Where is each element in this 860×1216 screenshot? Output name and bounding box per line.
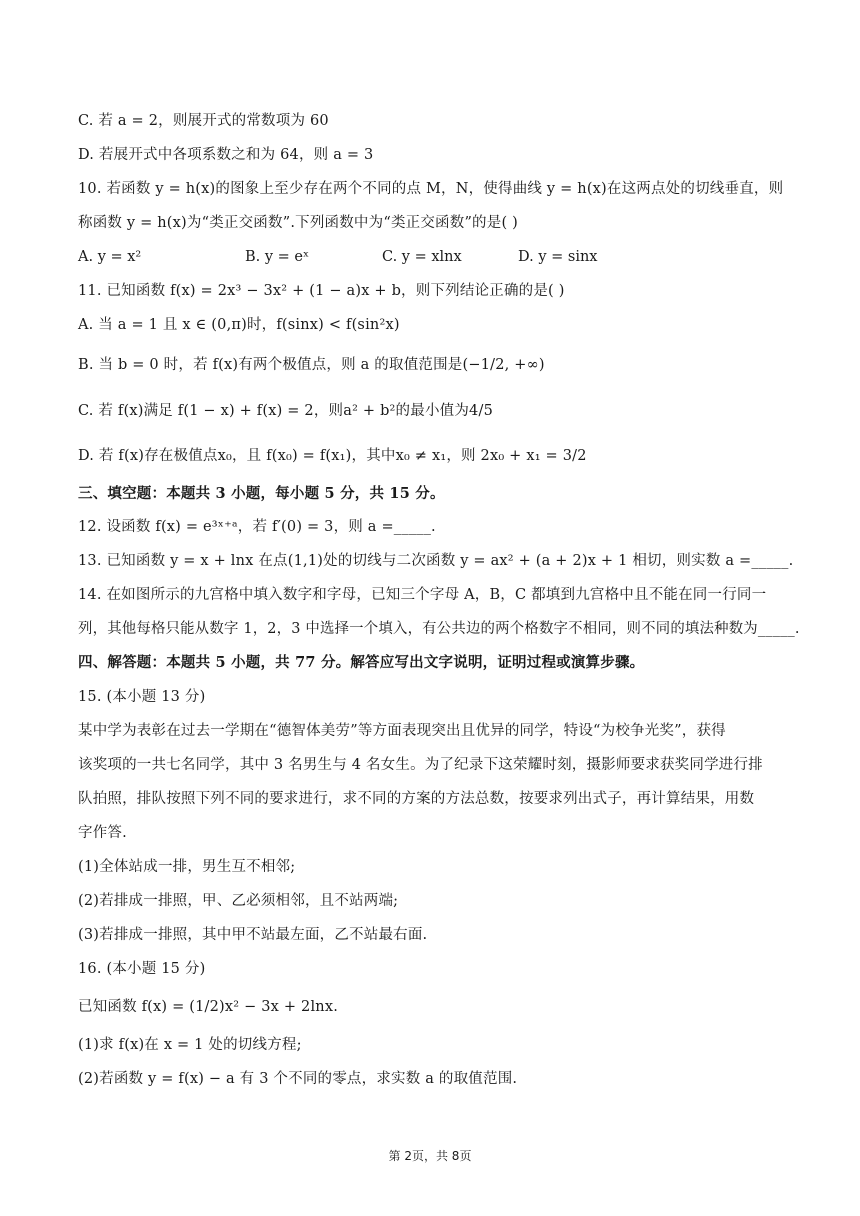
q10-option-a: A. y = x² <box>78 249 142 265</box>
q11-stem: 11. 已知函数 f(x) = 2x³ − 3x² + (1 − a)x + b，则下列结论正确的是( ) <box>78 283 565 299</box>
q10-stem-line1: 10. 若函数 y = h(x)的图象上至少存在两个不同的点 M，N，使得曲线 y = h(x)在这两点处的切线垂直，则 <box>78 181 784 197</box>
q10-option-b: B. y = eˣ <box>245 249 310 265</box>
q16-part2: (2)若函数 y = f(x) − a 有 3 个不同的零点，求实数 a 的取值范围. <box>78 1071 518 1087</box>
q16-part1: (1)求 f(x)在 x = 1 处的切线方程; <box>78 1037 302 1053</box>
q13-text: 13. 已知函数 y = x + lnx 在点(1,1)处的切线与二次函数 y = ax² + (a + 2)x + 1 相切，则实数 a =_____. <box>78 553 794 569</box>
q12-text: 12. 设函数 f(x) = e³ˣ⁺ᵃ，若 f′(0) = 3，则 a =_____. <box>78 519 436 535</box>
q15-part2: (2)若排成一排照，甲、乙必须相邻，且不站两端; <box>78 893 399 909</box>
q15-part1: (1)全体站成一排，男生互不相邻; <box>78 859 296 875</box>
q11-option-c: C. 若 f(x)满足 f(1 − x) + f(x) = 2，则a² + b²的最小值为4/5 <box>78 403 493 419</box>
q14-line1: 14. 在如图所示的九宫格中填入数字和字母，已知三个字母 A，B，C 都填到九宫格中且不能在同一行同一 <box>78 587 767 603</box>
q10-option-d: D. y = sinx <box>518 249 598 265</box>
q10-stem-line2: 称函数 y = h(x)为“类正交函数”.下列函数中为“类正交函数”的是( ) <box>78 215 518 231</box>
section-4-heading: 四、解答题：本题共 5 小题，共 77 分。解答应写出文字说明，证明过程或演算步骤。 <box>78 654 645 671</box>
q10-option-c: C. y = xlnx <box>382 249 462 265</box>
q15-title: 15. (本小题 13 分) <box>78 689 206 705</box>
q15-paragraph-line4: 字作答. <box>78 825 127 841</box>
q9-option-c: C. 若 a = 2，则展开式的常数项为 60 <box>78 113 329 129</box>
q11-option-d: D. 若 f(x)存在极值点x₀，且 f(x₀) = f(x₁)，其中x₀ ≠ x₁，则 2x₀ + x₁ = 3/2 <box>78 448 587 464</box>
q15-paragraph-line2: 该奖项的一共七名同学，其中 3 名男生与 4 名女生。为了纪录下这荣耀时刻，摄影师要求获奖同学进行排 <box>78 757 763 773</box>
q15-part3: (3)若排成一排照，其中甲不站最左面，乙不站最右面. <box>78 927 428 943</box>
q14-line2: 列，其他每格只能从数字 1，2，3 中选择一个填入，有公共边的两个格数字不相同，则不同的填法种数为_____. <box>78 621 800 637</box>
q15-paragraph-line1: 某中学为表彰在过去一学期在“德智体美劳”等方面表现突出且优异的同学，特设“为校争光奖”，获得 <box>78 723 726 739</box>
q16-stem: 已知函数 f(x) = (1/2)x² − 3x + 2lnx. <box>78 999 339 1015</box>
q9-option-d: D. 若展开式中各项系数之和为 64，则 a = 3 <box>78 147 374 163</box>
q11-option-b: B. 当 b = 0 时，若 f(x)有两个极值点，则 a 的取值范围是(−1/2, +∞) <box>78 357 545 373</box>
q11-option-a: A. 当 a = 1 且 x ∈ (0,π)时，f(sinx) < f(sin²x) <box>78 317 400 333</box>
section-3-heading: 三、填空题：本题共 3 小题，每小题 5 分，共 15 分。 <box>78 485 445 502</box>
q15-paragraph-line3: 队拍照，排队按照下列不同的要求进行，求不同的方案的方法总数，按要求列出式子，再计算结果，用数 <box>78 791 755 807</box>
q16-title: 16. (本小题 15 分) <box>78 961 206 977</box>
page-footer: 第 2页，共 8页 <box>388 1149 472 1163</box>
